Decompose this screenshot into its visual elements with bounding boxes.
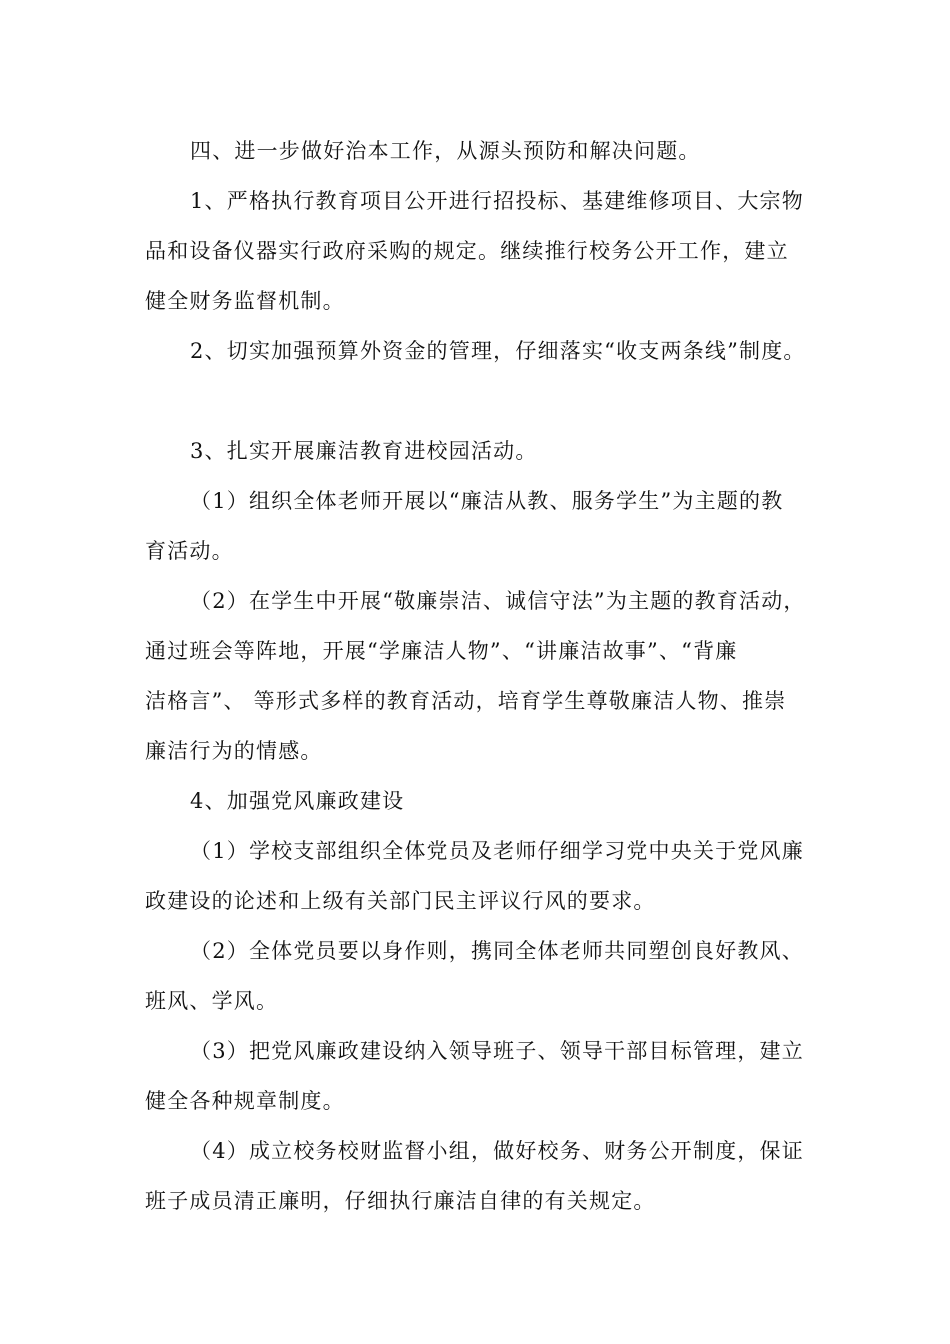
- item-3-1-line-2: 育活动。: [145, 539, 234, 563]
- section-heading-4: 四、进一步做好治本工作，从源头预防和解决问题。: [190, 139, 701, 163]
- item-3-2-line-4: 廉洁行为的情感。: [145, 739, 323, 763]
- item-4-2-line-1: （2）全体党员要以身作则，携同全体老师共同塑创良好教风、: [190, 939, 804, 963]
- paragraph-3-heading: 3、扎实开展廉洁教育进校园活动。: [190, 439, 538, 463]
- item-4-3-line-1: （3）把党风廉政建设纳入领导班子、领导干部目标管理，建立: [190, 1039, 804, 1063]
- paragraph-1-line-1: 1、严格执行教育项目公开进行招投标、基建维修项目、大宗物: [190, 189, 804, 213]
- item-3-2-line-1: （2）在学生中开展“敬廉崇洁、诚信守法”为主题的教育活动，: [190, 589, 806, 613]
- item-3-2-line-3: 洁格言”、 等形式多样的教育活动，培育学生尊敬廉洁人物、推崇: [145, 689, 787, 713]
- item-4-1-line-2: 政建设的论述和上级有关部门民主评议行风的要求。: [145, 889, 656, 913]
- item-4-4-line-2: 班子成员清正廉明，仔细执行廉洁自律的有关规定。: [145, 1189, 656, 1213]
- item-3-2-line-2: 通过班会等阵地，开展“学廉洁人物”、“讲廉洁故事”、“背廉: [145, 639, 738, 663]
- paragraph-2-line-1: 2、切实加强预算外资金的管理，仔细落实“收支两条线”制度。: [190, 339, 806, 363]
- item-3-1-line-1: （1）组织全体老师开展以“廉洁从教、服务学生”为主题的教: [190, 489, 784, 513]
- paragraph-4-heading: 4、加强党风廉政建设: [190, 789, 405, 813]
- paragraph-1-line-3: 健全财务监督机制。: [145, 289, 345, 313]
- item-4-1-line-1: （1）学校支部组织全体党员及老师仔细学习党中央关于党风廉: [190, 839, 804, 863]
- item-4-2-line-2: 班风、学风。: [145, 989, 279, 1013]
- paragraph-1-line-2: 品和设备仪器实行政府采购的规定。继续推行校务公开工作，建立: [145, 239, 789, 263]
- item-4-4-line-1: （4）成立校务校财监督小组，做好校务、财务公开制度，保证: [190, 1139, 804, 1163]
- item-4-3-line-2: 健全各种规章制度。: [145, 1089, 345, 1113]
